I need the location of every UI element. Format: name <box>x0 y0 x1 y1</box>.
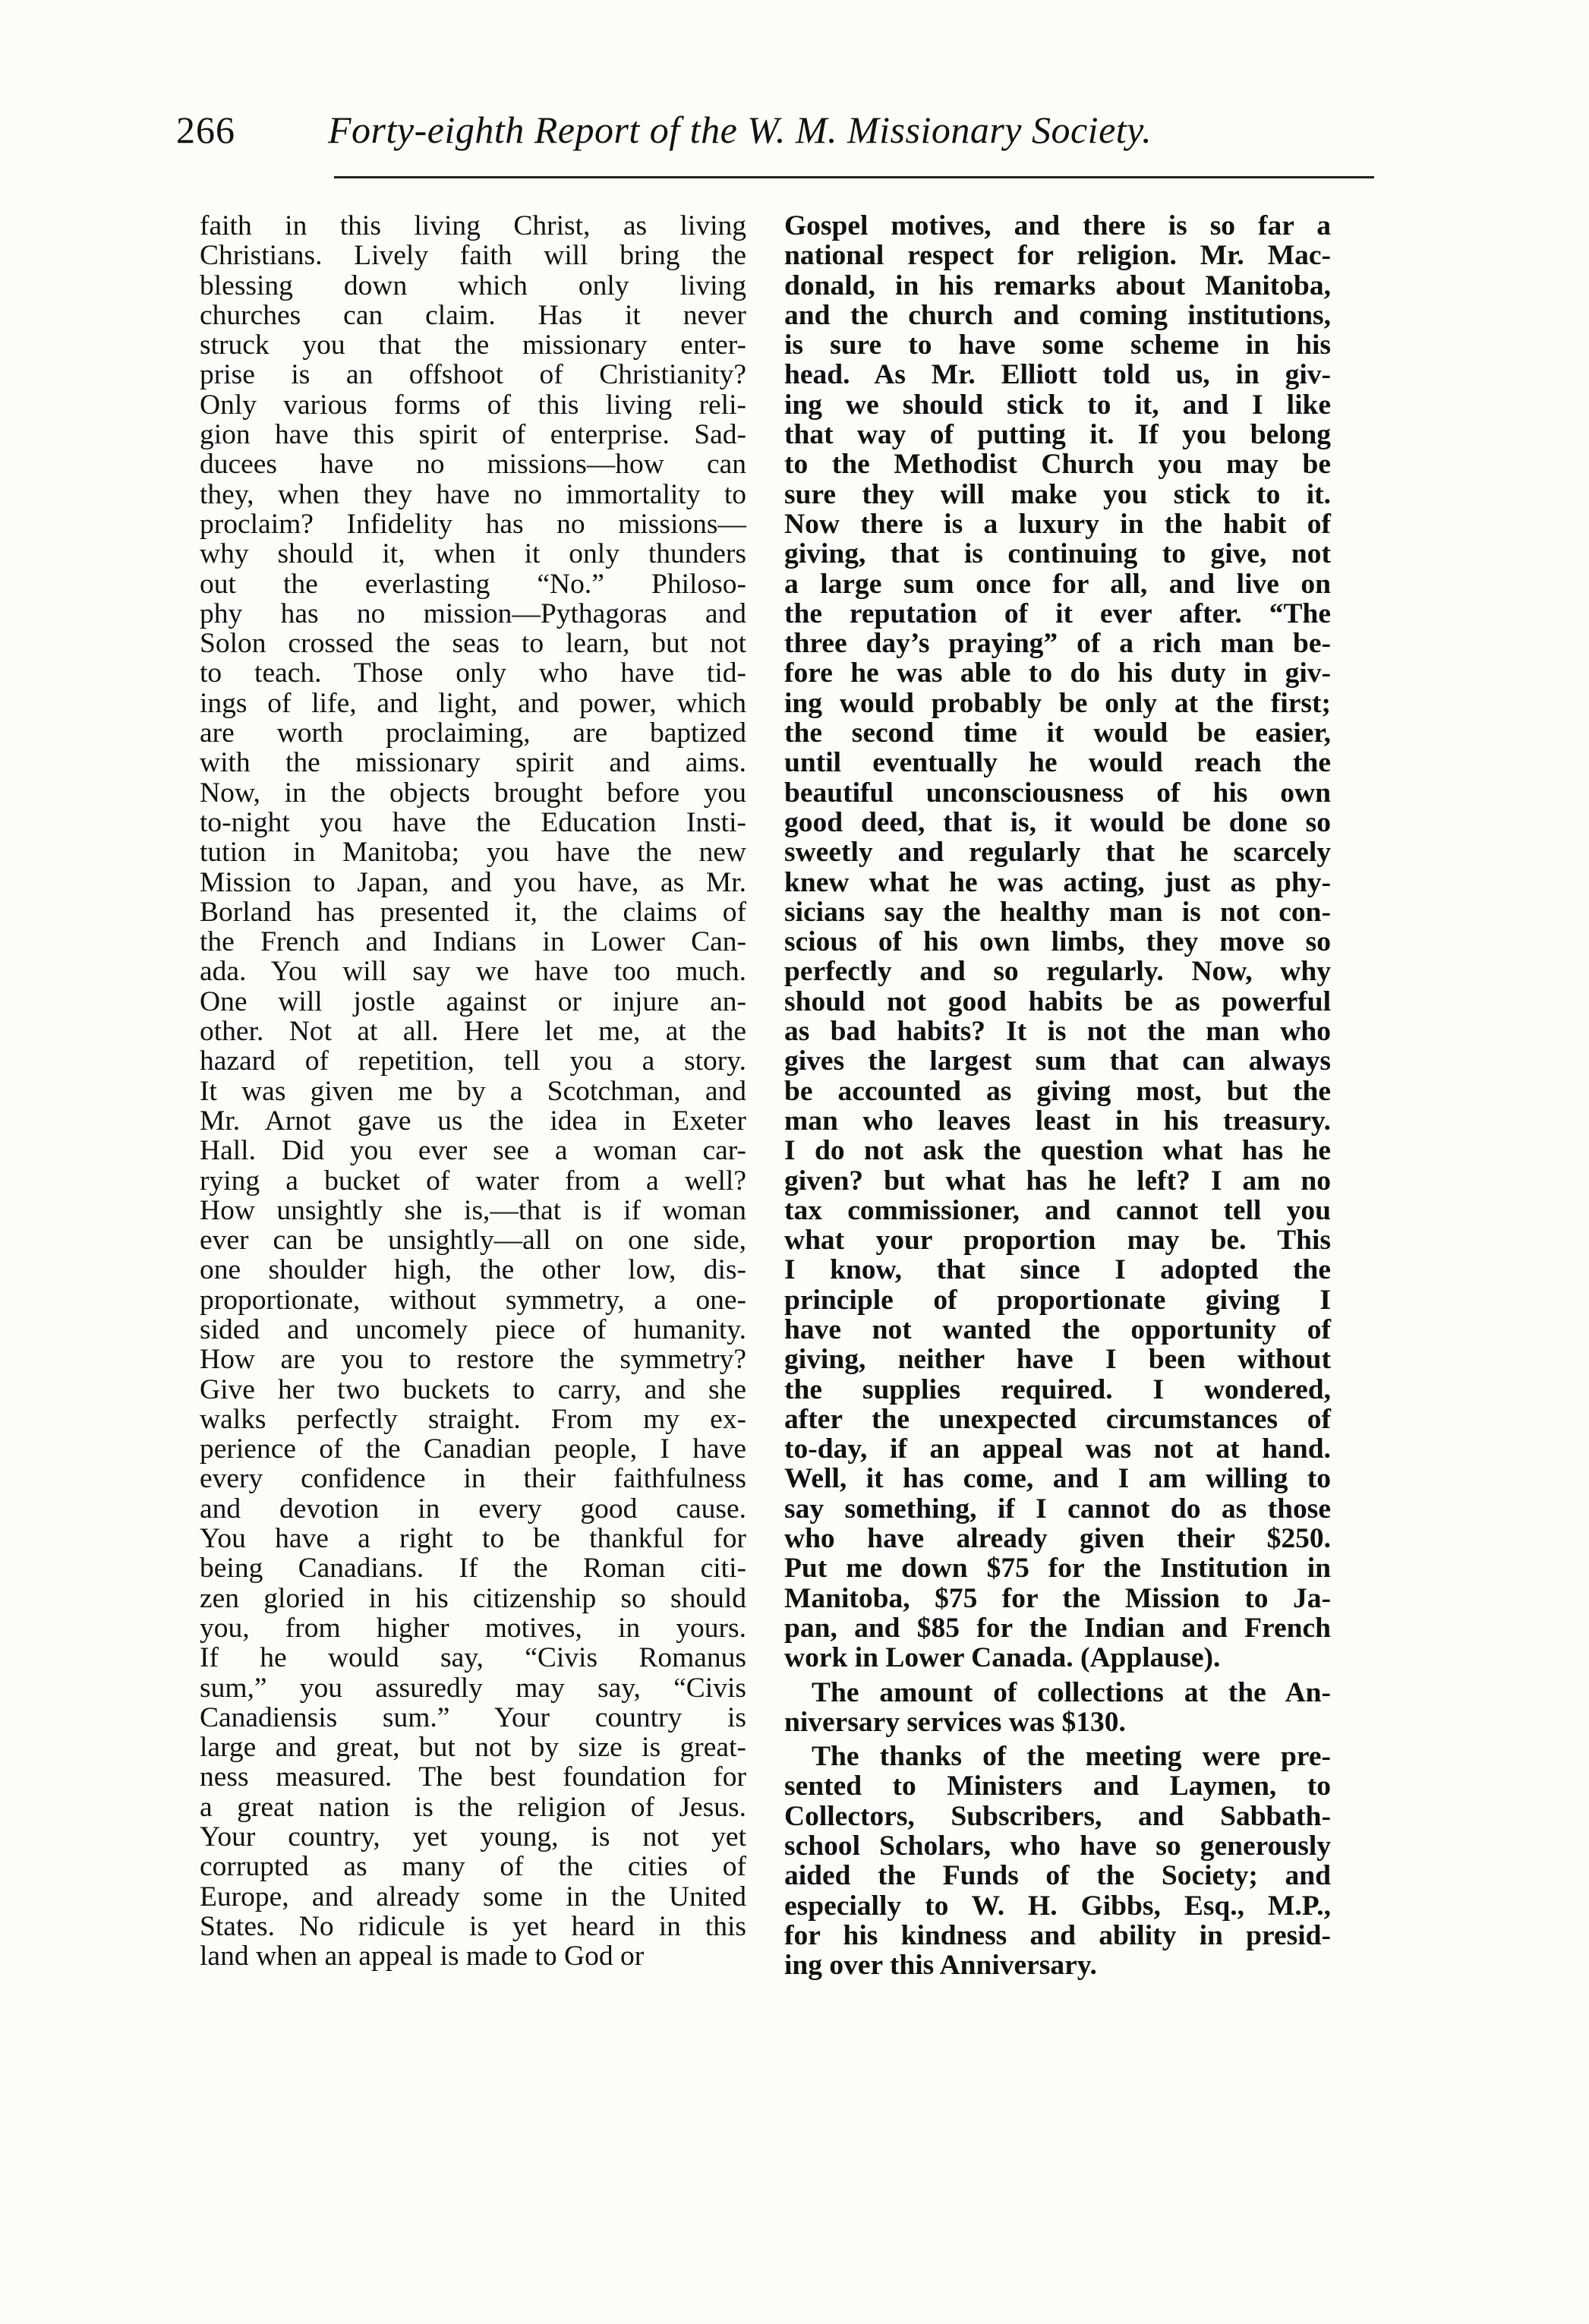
text-line: sided and uncomely piece of humanity. <box>200 1313 746 1345</box>
text-line: one shoulder high, the other low, dis- <box>200 1254 746 1286</box>
text-line: why should it, when it only thunders <box>200 538 746 570</box>
text-line: principle of proportionate giving I <box>784 1284 1331 1316</box>
text-line: sicians say the healthy man is not con- <box>784 896 1331 928</box>
text-line: blessing down which only living <box>200 270 746 301</box>
left-column <box>200 211 746 1972</box>
text-line: giving, that is continuing to give, not <box>784 538 1331 570</box>
text-line: phy has no mission—Pythagoras and <box>200 598 746 629</box>
text-line: Borland has presented it, the claims of <box>200 896 746 928</box>
text-line: the supplies required. I wondered, <box>784 1373 1331 1405</box>
text-line: aided the Funds of the Society; and <box>784 1860 1331 1892</box>
text-line: Christians. Lively faith will bring the <box>200 240 746 272</box>
text-line: perfectly and so regularly. Now, why <box>784 956 1331 988</box>
text-line: niversary services was $130. <box>784 1706 1126 1738</box>
text-line: that way of putting it. If you belong <box>784 419 1331 451</box>
text-line: How unsightly she is,—that is if woman <box>200 1194 746 1226</box>
text-line: sum,” you assuredly may say, “Civis <box>200 1672 746 1704</box>
text-line: tution in Manitoba; you have the new <box>200 837 746 869</box>
text-line: until eventually he would reach the <box>784 747 1331 779</box>
text-line: what your proportion may be. This <box>784 1225 1331 1257</box>
text-line: Europe, and already some in the United <box>200 1881 746 1912</box>
text-line: ing would probably be only at the first; <box>784 687 1331 719</box>
text-line: Your country, yet young, is not yet <box>200 1821 746 1853</box>
text-line: ing we should stick to it, and I like <box>784 389 1331 421</box>
text-line: proportionate, without symmetry, a one- <box>200 1284 746 1316</box>
text-line: beautiful unconsciousness of his own <box>784 777 1331 809</box>
text-line: three day’s praying” of a rich man be- <box>784 628 1331 660</box>
text-line: as bad habits? It is not the man who <box>784 1016 1331 1048</box>
header-rule <box>334 176 1374 178</box>
page-header <box>176 108 1376 161</box>
text-line: One will jostle against or injure an- <box>200 985 746 1017</box>
text-line: ever can be unsightly—all on one side, <box>200 1225 746 1257</box>
right-column <box>784 211 1331 1981</box>
text-line: Mission to Japan, and you have, as Mr. <box>200 866 746 898</box>
running-title: Forty-eighth Report of the W. M. Missionary Society. <box>328 109 1152 151</box>
text-line: Mr. Arnot gave us the idea in Exeter <box>200 1105 746 1137</box>
text-line: I know, that since I adopted the <box>784 1254 1331 1286</box>
paragraph <box>784 211 1331 1673</box>
text-line: It was given me by a Scotchman, and <box>200 1075 746 1107</box>
text-line: How are you to restore the symmetry? <box>200 1344 746 1376</box>
text-line: faith in this living Christ, as living <box>200 210 746 241</box>
text-line: gion have this spirit of enterprise. Sad- <box>200 419 746 451</box>
text-line: are worth proclaiming, are baptized <box>200 717 746 749</box>
text-line: scious of his own limbs, they move so <box>784 926 1331 958</box>
text-line: The amount of collections at the An- <box>812 1676 1331 1708</box>
text-line: corrupted as many of the cities of <box>200 1851 746 1883</box>
text-line: to-night you have the Education Insti- <box>200 806 746 838</box>
text-line: you, from higher motives, in yours. <box>200 1612 746 1644</box>
text-line: to teach. Those only who have tid- <box>200 657 746 689</box>
text-line: Gospel motives, and there is so far a <box>784 210 1331 241</box>
text-line: Collectors, Subscribers, and Sabbath- <box>784 1800 1331 1832</box>
text-line: every confidence in their faithfulness <box>200 1463 746 1495</box>
text-line: to the Methodist Church you may be <box>784 449 1331 481</box>
text-line: they, when they have no immortality to <box>200 478 746 510</box>
text-line: struck you that the missionary enter- <box>200 330 746 361</box>
text-line: ness measured. The best foundation for <box>200 1761 746 1793</box>
text-line: after the unexpected circumstances of <box>784 1403 1331 1435</box>
text-line: Now there is a luxury in the habit of <box>784 508 1331 540</box>
text-line: ings of life, and light, and power, which <box>200 687 746 719</box>
text-line: a great nation is the religion of Jesus. <box>200 1791 746 1823</box>
text-line: man who leaves least in his treasury. <box>784 1105 1331 1137</box>
text-line: donald, in his remarks about Manitoba, <box>784 270 1331 301</box>
text-line: The thanks of the meeting were pre- <box>812 1741 1331 1773</box>
text-line: knew what he was acting, just as phy- <box>784 866 1331 898</box>
text-line: who have already given their $250. <box>784 1523 1331 1555</box>
text-line: zen gloried in his citizenship so should <box>200 1582 746 1614</box>
text-line: the second time it would be easier, <box>784 717 1331 749</box>
text-line: be accounted as giving most, but the <box>784 1075 1331 1107</box>
text-line: national respect for religion. Mr. Mac- <box>784 240 1331 272</box>
text-line: Canadiensis sum.” Your country is <box>200 1701 746 1733</box>
text-line: is sure to have some scheme in his <box>784 330 1331 361</box>
text-line: giving, neither have I been without <box>784 1344 1331 1376</box>
text-line: pan, and $85 for the Indian and French <box>784 1612 1331 1644</box>
text-line: perience of the Canadian people, I have <box>200 1433 746 1465</box>
text-line: given? but what has he left? I am no <box>784 1165 1331 1197</box>
text-line: You have a right to be thankful for <box>200 1523 746 1555</box>
text-line: to-day, if an appeal was not at hand. <box>784 1433 1331 1465</box>
text-line: sweetly and regularly that he scarcely <box>784 837 1331 869</box>
text-line: work in Lower Canada. (Applause). <box>784 1642 1221 1674</box>
text-line: hazard of repetition, tell you a story. <box>200 1045 746 1077</box>
text-line: rying a bucket of water from a well? <box>200 1165 746 1197</box>
text-line: out the everlasting “No.” Philoso- <box>200 568 746 600</box>
text-line: Now, in the objects brought before you <box>200 777 746 809</box>
text-line: a large sum once for all, and live on <box>784 568 1331 600</box>
text-line: and devotion in every good cause. <box>200 1493 746 1525</box>
text-line: large and great, but not by size is great- <box>200 1732 746 1764</box>
text-line: Put me down $75 for the Institution in <box>784 1553 1331 1585</box>
paragraph <box>784 1678 1331 1738</box>
text-line: States. No ridicule is yet heard in this <box>200 1910 746 1942</box>
paragraph <box>784 1742 1331 1980</box>
text-line: the reputation of it ever after. “The <box>784 598 1331 629</box>
text-line: and the church and coming institutions, <box>784 299 1331 331</box>
text-line: Give her two buckets to carry, and she <box>200 1373 746 1405</box>
text-line: Hall. Did you ever see a woman car- <box>200 1135 746 1167</box>
text-line: sented to Ministers and Laymen, to <box>784 1771 1331 1802</box>
text-line: other. Not at all. Here let me, at the <box>200 1016 746 1048</box>
text-line: Well, it has come, and I am willing to <box>784 1463 1331 1495</box>
text-line: Manitoba, $75 for the Mission to Ja- <box>784 1582 1331 1614</box>
text-line: proclaim? Infidelity has no missions— <box>200 508 746 540</box>
text-line: walks perfectly straight. From my ex- <box>200 1403 746 1435</box>
text-line: gives the largest sum that can always <box>784 1045 1331 1077</box>
text-line: with the missionary spirit and aims. <box>200 747 746 779</box>
text-line: have not wanted the opportunity of <box>784 1313 1331 1345</box>
text-line: good deed, that is, it would be done so <box>784 806 1331 838</box>
text-line: say something, if I cannot do as those <box>784 1493 1331 1525</box>
text-line: for his kindness and ability in presid- <box>784 1919 1331 1951</box>
text-line: school Scholars, who have so generously <box>784 1831 1331 1862</box>
text-line: If he would say, “Civis Romanus <box>200 1642 746 1674</box>
text-line: especially to W. H. Gibbs, Esq., M.P., <box>784 1890 1331 1922</box>
text-line: Solon crossed the seas to learn, but not <box>200 628 746 660</box>
text-line: head. As Mr. Elliott told us, in giv- <box>784 359 1331 391</box>
text-line: should not good habits be as powerful <box>784 985 1331 1017</box>
text-line: I do not ask the question what has he <box>784 1135 1331 1167</box>
text-line: churches can claim. Has it never <box>200 299 746 331</box>
text-line: the French and Indians in Lower Can- <box>200 926 746 958</box>
text-line: fore he was able to do his duty in giv- <box>784 657 1331 689</box>
text-line: land when an appeal is made to God or <box>200 1941 645 1972</box>
text-line: ada. You will say we have too much. <box>200 956 746 988</box>
text-line: Only various forms of this living reli- <box>200 389 746 421</box>
text-line: sure they will make you stick to it. <box>784 478 1331 510</box>
text-line: tax commissioner, and cannot tell you <box>784 1194 1331 1226</box>
page-number: 266 <box>176 109 235 151</box>
text-line: ing over this Anniversary. <box>784 1950 1097 1982</box>
text-line: prise is an offshoot of Christianity? <box>200 359 746 391</box>
text-line: being Canadians. If the Roman citi- <box>200 1553 746 1585</box>
text-line: ducees have no missions—how can <box>200 449 746 481</box>
